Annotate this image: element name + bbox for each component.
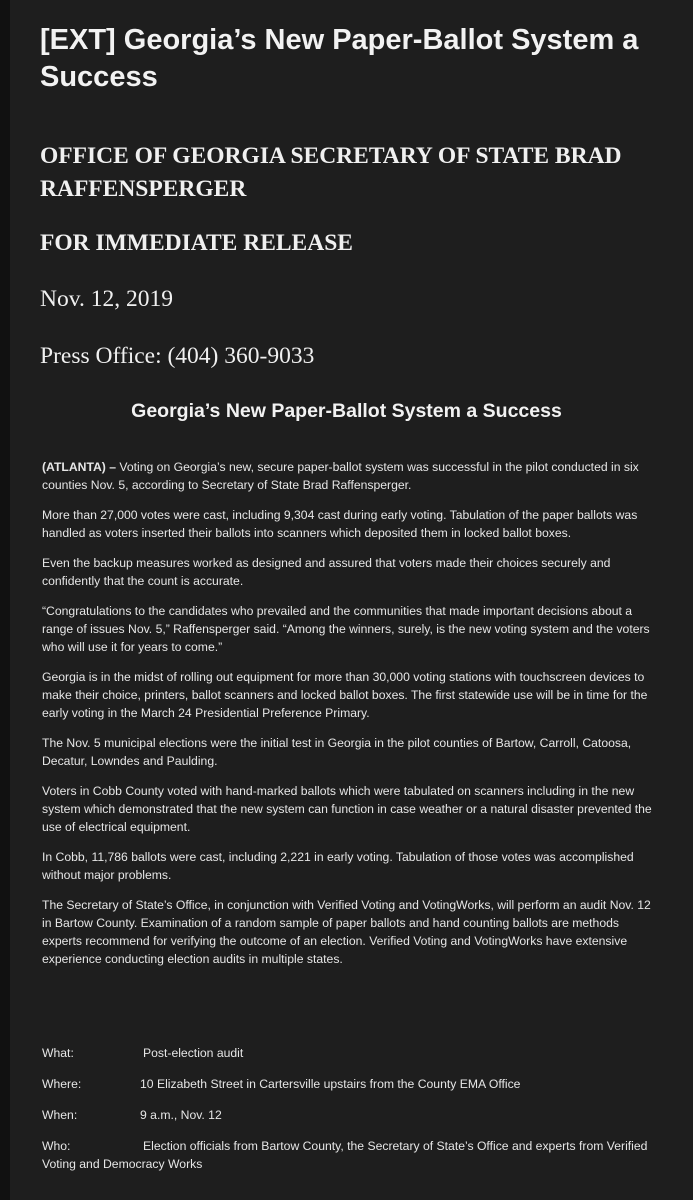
press-release-body bbox=[42, 458, 657, 980]
office-heading: OFFICE OF GEORGIA SECRETARY OF STATE BRAD RAFFENSPERGER bbox=[40, 143, 622, 202]
who-label: Who: bbox=[42, 1139, 71, 1153]
release-date: Nov. 12, 2019 bbox=[40, 286, 173, 312]
detail-row-where bbox=[42, 1075, 657, 1093]
detail-row-what bbox=[42, 1044, 657, 1062]
what-value: Post-election audit bbox=[143, 1046, 244, 1060]
body-paragraph-7: Voters in Cobb County voted with hand-marked ballots which were tabulated on scanners including in the new system which demonstrated that the new system can function in case weather or a natural disaster prevented the use of electrical equipment. bbox=[42, 784, 652, 834]
body-paragraph-8: In Cobb, 11,786 ballots were cast, including 2,221 in early voting. Tabulation of those votes was accomplished without major problems. bbox=[42, 850, 634, 882]
body-paragraph-1-text: Voting on Georgia’s new, secure paper-ballot system was successful in the pilot conducted in six counties Nov. 5, according to Secretary of State Brad Raffensperger. bbox=[42, 460, 639, 492]
body-paragraph-3: Even the backup measures worked as designed and assured that voters made their choices securely and confidently that the count is accurate. bbox=[42, 556, 611, 588]
detail-row-when bbox=[42, 1106, 657, 1124]
window-edge bbox=[0, 0, 10, 1200]
body-paragraph-5: Georgia is in the midst of rolling out equipment for more than 30,000 voting stations with touchscreen devices to make their choice, printers, ballot scanners and locked ballot boxes. The first statewide use will be in time for the early voting in the March 24 Presidential Preference Primary. bbox=[42, 670, 648, 720]
body-paragraph-2: More than 27,000 votes were cast, including 9,304 cast during early voting. Tabulation of the paper ballots was handled as voters inserted their ballots into scanners which deposited them in locked ballot boxes. bbox=[42, 508, 638, 540]
immediate-release-heading: FOR IMMEDIATE RELEASE bbox=[40, 230, 353, 256]
body-paragraph-4: “Congratulations to the candidates who prevailed and the communities that made important decisions about a range of issues Nov. 5,” Raffensperger said. “Among the winners, surely, is the new voting system and the voters who will use it for years to come.” bbox=[42, 604, 650, 654]
who-value: Election officials from Bartow County, the Secretary of State’s Office and experts from Verified Voting and Democracy Works bbox=[42, 1139, 648, 1171]
email-subject: [EXT] Georgia’s New Paper-Ballot System a Success bbox=[40, 24, 639, 93]
dateline: (ATLANTA) – bbox=[42, 460, 117, 474]
event-details bbox=[42, 1044, 657, 1186]
body-paragraph-9: The Secretary of State’s Office, in conjunction with Verified Voting and VotingWorks, will perform an audit Nov. 12 in Bartow County. Examination of a random sample of paper ballots and hand counting ballots are methods experts recommend for verifying the outcome of an election. Verified Voting and VotingWorks have extensive experience conducting election audits in multiple states. bbox=[42, 898, 651, 966]
body-paragraph-6: The Nov. 5 municipal elections were the initial test in Georgia in the pilot counties of Bartow, Carroll, Catoosa, Decatur, Lowndes and Paulding. bbox=[42, 736, 632, 768]
where-label: Where: bbox=[42, 1077, 82, 1091]
body-paragraph-1 bbox=[42, 458, 657, 494]
press-release-headline: Georgia’s New Paper-Ballot System a Success bbox=[131, 400, 562, 422]
where-value: 10 Elizabeth Street in Cartersville upstairs from the County EMA Office bbox=[140, 1077, 521, 1091]
what-label: What: bbox=[42, 1046, 74, 1060]
when-label: When: bbox=[42, 1108, 78, 1122]
detail-row-who bbox=[42, 1137, 657, 1173]
press-office-contact: Press Office: (404) 360-9033 bbox=[40, 343, 315, 369]
when-value: 9 a.m., Nov. 12 bbox=[140, 1108, 222, 1122]
